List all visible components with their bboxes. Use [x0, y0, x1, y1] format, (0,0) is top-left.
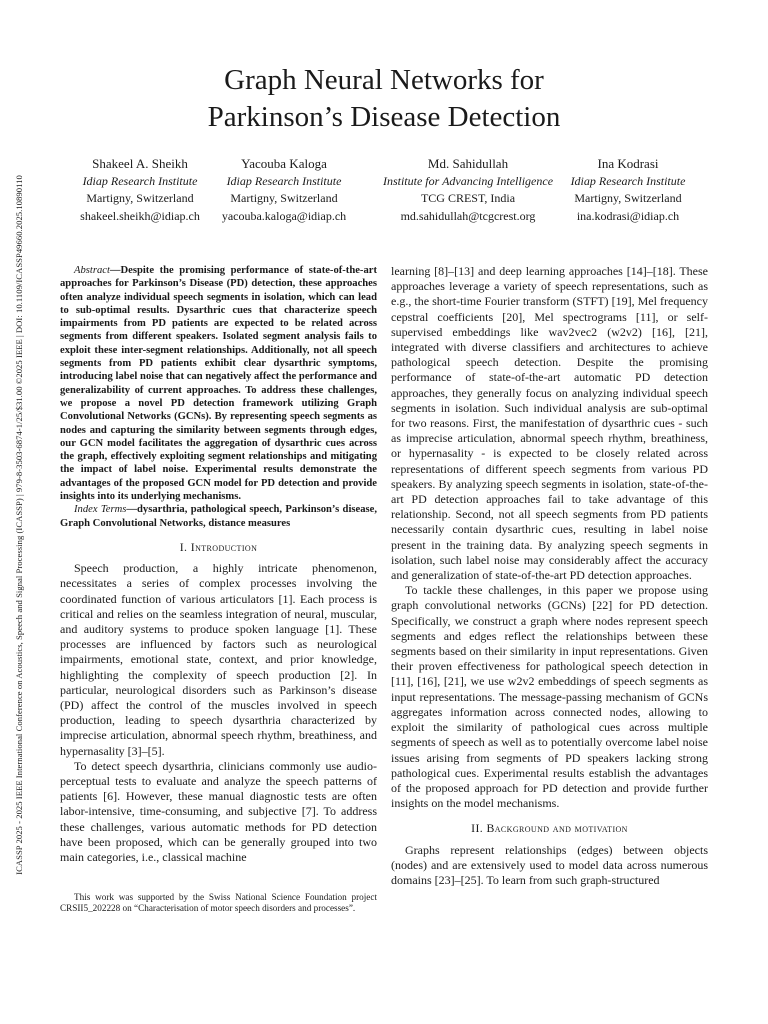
- section-heading-introduction: [60, 540, 377, 555]
- author-4: [528, 155, 728, 225]
- author-name: Md. Sahidullah: [427, 156, 509, 171]
- author-email: md.sahidullah@tcgcrest.org: [400, 208, 536, 223]
- author-affiliation: Idiap Research Institute: [570, 173, 686, 188]
- author-name: Shakeel A. Sheikh: [92, 156, 188, 171]
- index-terms: [60, 503, 377, 530]
- author-affiliation: Idiap Research Institute: [226, 173, 342, 188]
- abstract-label: Abstract: [74, 265, 110, 276]
- author-affiliation: Institute for Advancing Intelligence: [382, 173, 554, 188]
- author-location: Martigny, Switzerland: [574, 191, 682, 205]
- author-location: TCG CREST, India: [420, 191, 516, 205]
- author-block: [50, 155, 740, 225]
- intro-paragraph-1: Speech production, a highly intricate phenomenon, necessitates a series of complex processes involving the coordinated function of various articulators [1]. Each process is critical and relies on the seamless integration of neural, muscular, and auditory systems to produce spoken language [1]. These processes are influenced by factors such as neurological impairments, emotional state, context, and prior knowledge, highlighting the complexity of speech production [2]. In particular, neurological disorders such as Parkinson’s disease (PD) affect the control of the muscles involved in speech production, leading to speech dysarthria characterized by imprecise articulation, abnormal speech rhythm, breathiness, and hypernasality [3]–[5].: [60, 561, 377, 758]
- section-title: Background and motivation: [486, 821, 628, 836]
- abstract: [60, 264, 377, 503]
- author-email: shakeel.sheikh@idiap.ch: [80, 208, 200, 223]
- title-line-1: Graph Neural Networks for: [224, 64, 544, 96]
- section-heading-background: [391, 821, 708, 836]
- footnote-text: This work was supported by the Swiss National Science Foundation project CRSII5_202228 on “Characterisation of motor speech disorders and processes”.: [60, 892, 377, 913]
- intro-paragraph-3: To tackle these challenges, in this paper we propose using graph convolutional networks (GCNs) [22] for PD detection. Specifically, we construct a graph where nodes represent speech segments and edges reflect the relationships between these segments based on their similarity in input representations. Given their proven effectiveness for pathological speech detection in [11], [16], [21], we use w2v2 embeddings of speech segments as input representations. The message-passing mechanism of GCNs aggregates information across connected nodes, allowing to exploit the similarity of pathological cues across multiple segments of speech as well as to potentially overcome label noise issues arising from segments of PD speakers lacking strong pathological cues. Experimental results establish the advantages of the proposed approach for PD detection and provide further insights on the model mechanisms.: [391, 583, 708, 811]
- section-number: II.: [471, 821, 487, 836]
- author-2: [184, 155, 384, 225]
- author-email: yacouba.kaloga@idiap.ch: [221, 208, 347, 223]
- title-line-2: Parkinson’s Disease Detection: [207, 101, 561, 133]
- left-column: [60, 264, 377, 865]
- index-terms-text: —dysarthria, pathological speech, Parkinson’s disease, Graph Convolutional Networks, distance measures: [60, 504, 377, 529]
- abstract-text: —Despite the promising performance of state-of-the-art approaches for Parkinson’s Disease (PD) detection, these approaches often analyze individual speech segments in isolation, which can lead to sub-optimal results. Dysarthric cues that characterize speech impairments from PD patients are expected to be related across segments from different speakers. Isolated segment analysis fails to exploit these inter-segment relationships. Additionally, not all speech segments from PD patients exhibit clear dysarthric symptoms, introducing label noise that can negatively affect the performance and generalizability of current approaches. To address these challenges, we propose a novel PD detection framework utilizing Graph Convolutional Networks (GCNs). By representing speech segments as nodes and capturing the similarity between segments through edges, our GCN model facilitates the aggregation of dysarthric cues across the graph, effectively exploiting segment relationships and mitigating the impact of label noise. Experimental results demonstrate the advantages of the proposed GCN model for PD detection and provide insights into its underlying mechanisms.: [60, 265, 377, 503]
- author-name: Yacouba Kaloga: [241, 156, 327, 171]
- author-location: Martigny, Switzerland: [230, 191, 338, 205]
- intro-paragraph-continued: learning [8]–[13] and deep learning approaches [14]–[18]. These approaches leverage a variety of speech representations, such as e.g., the short-time Fourier transform (STFT) [19], Mel frequency cepstral coefficients [20], Mel spectrograms [11], or self-supervised embeddings like wav2vec2 (w2v2) [16], [21], integrated with diverse classifiers and architectures to achieve pathological speech detection. Despite the promising performance of state-of-the-art automatic PD detection approaches, they generally focus on analyzing individual speech segments in isolation. Such individual analysis are sub-optimal for two reasons. First, the manifestation of dysarthric cues - such as imprecise articulation, abnormal speech rhythm, breathiness, or hypernasality - is expected to be closely related across representations of different speech segments from various PD speakers. By analyzing speech segments in isolation, state-of-the-art PD detection approaches fail to take advantage of this relationship. Second, not all speech segments from PD patients necessarily contain dysarthric cues, resulting in label noise present in the training data. By analyzing speech segments in isolation, such label noise may considerably affect the accuracy and generalization of state-of-the-art PD detection approaches.: [391, 264, 708, 583]
- section-title: Introduction: [190, 539, 258, 554]
- right-column: [391, 264, 708, 888]
- author-location: Martigny, Switzerland: [86, 191, 194, 205]
- author-affiliation: Idiap Research Institute: [82, 173, 198, 188]
- author-name: Ina Kodrasi: [597, 156, 659, 171]
- doi-sidebar-text: ICASSP 2025 - 2025 IEEE International Conference on Acoustics, Speech and Signal Processing (ICASSP) | 979-8-3503-6874-1/25/$31.00 ©2025 IEEE | DOI: 10.1109/ICASSP49660.2025.10890110: [14, 175, 24, 875]
- author-email: ina.kodrasi@idiap.ch: [576, 208, 680, 223]
- intro-paragraph-2: To detect speech dysarthria, clinicians commonly use audio-perceptual tests to evaluate and analyze the speech patterns of patients [6]. However, these manual diagnostic tests are often labor-intensive, time-consuming, and subjective [7]. To address these challenges, various automatic methods for PD detection have been proposed, which can be generally grouped into two main categories, i.e., classical machine: [60, 758, 377, 864]
- doi-sidebar: [10, 90, 28, 960]
- footnote: [60, 892, 377, 914]
- background-paragraph-1: Graphs represent relationships (edges) between objects (nodes) and are extensively used to model data across numerous domains [23]–[25]. To learn from such graph-structured: [391, 842, 708, 887]
- index-terms-label: Index Terms: [74, 504, 127, 516]
- section-number: I.: [179, 539, 191, 554]
- paper-title: [0, 62, 768, 136]
